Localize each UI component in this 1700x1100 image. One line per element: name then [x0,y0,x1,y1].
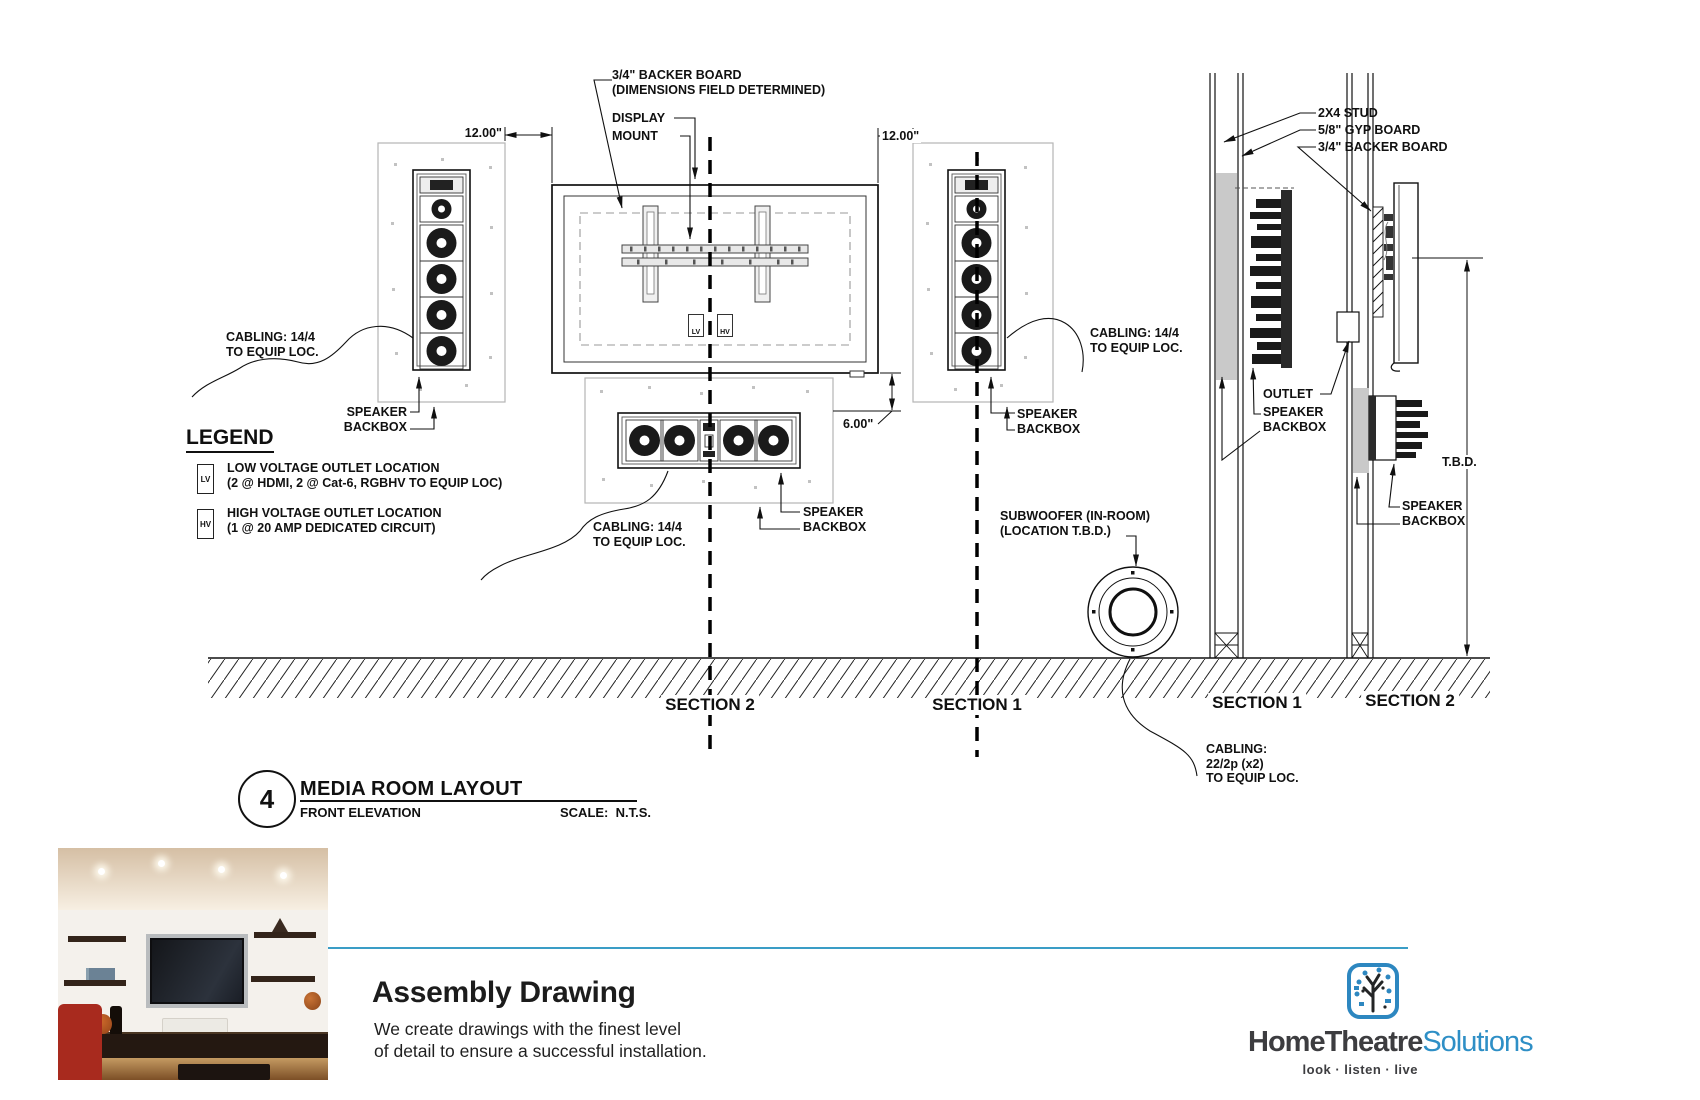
speaker-label: SPEAKER [803,505,864,519]
photo-ceiling-light [158,860,165,867]
cabling-right-line1: CABLING: 14/4 [1090,326,1179,340]
lv-symbol: LV [197,464,214,494]
title-underline [300,800,637,802]
speaker-label: SPEAKER [346,405,407,419]
cabling-sub-line1: CABLING: [1206,742,1268,756]
detail-number-bubble: 4 [238,770,296,828]
section-label-3: SECTION 1 [1208,693,1306,713]
cabling-center-line1: CABLING: 14/4 [593,520,682,534]
backbox-label: BACKBOX [1263,419,1327,434]
display-front [552,185,878,377]
photo-bottle [110,1006,122,1034]
cabling-left-line1: CABLING: 14/4 [226,330,315,344]
backbox-label: BACKBOX [803,519,867,534]
dim-6in: 6.00" [843,417,874,431]
left-speaker-backbox [413,170,470,370]
media-room-photo [58,848,328,1080]
mount-label: MOUNT [612,129,658,143]
photo-coffee-table [178,1064,270,1080]
section2-wall [1347,73,1383,658]
photo-shelf [254,932,316,938]
cabling-note-subwoofer [1206,742,1299,786]
drawing-scale: SCALE: N.T.S. [560,805,652,820]
backer-board-note-line2: (DIMENSIONS FIELD DETERMINED) [612,82,826,97]
section1-speaker-side [1235,188,1294,368]
gyp-board-note: 5/8" GYP BOARD [1318,123,1421,137]
photo-ceiling-light [280,872,287,879]
section2-speaker-side [1353,388,1428,473]
backer-board-note [612,68,825,97]
ground-hatch [208,658,1490,698]
subwoofer-note-line2: (LOCATION T.B.D.) [1000,523,1111,538]
photo-books [86,968,115,980]
lv-outlet-marker: LV [688,314,704,337]
legend-hv-detail: (1 @ 20 AMP DEDICATED CIRCUIT) [227,520,436,535]
legend-heading: LEGEND [186,426,274,453]
legend-lv-detail: (2 @ HDMI, 2 @ Cat-6, RGBHV TO EQUIP LOC) [227,475,503,490]
cabling-left-line2: TO EQUIP LOC. [226,344,319,359]
photo-ceiling-light [98,868,105,875]
footer-divider [328,947,1408,949]
backbox-label: BACKBOX [343,419,407,434]
photo-tv [146,934,248,1008]
brand-tagline: look · listen · live [1302,1062,1418,1077]
speaker-backbox-label-section1 [1263,405,1326,434]
subwoofer-note [1000,509,1150,538]
section-label-2: SECTION 1 [928,695,1026,715]
photo-decor [272,918,288,932]
subwoofer [1088,567,1178,657]
photo-ceiling-light [218,866,225,873]
subwoofer-note-line1: SUBWOOFER (IN-ROOM) [1000,509,1150,523]
dim-12in-left: 12.00" [464,126,502,140]
cabling-note-center [593,520,686,549]
cabling-note-right [1090,326,1183,355]
photo-tv-screen [152,940,242,1002]
drawing-subtitle: FRONT ELEVATION [300,805,421,820]
brand-wordmark [1248,1026,1533,1059]
photo-shelf [68,936,126,942]
cabling-sub-line3: TO EQUIP LOC. [1206,771,1299,785]
backer-board-note-line1: 3/4" BACKER BOARD [612,68,742,82]
stud-note: 2X4 STUD [1318,106,1378,120]
legend-hv [227,506,442,535]
cabling-note-left [226,330,319,359]
photo-vase [304,992,321,1010]
drawing-title: MEDIA ROOM LAYOUT [300,778,523,800]
speaker-label: SPEAKER [1017,407,1078,421]
speaker-backbox-label-right [1017,407,1080,436]
dim-tbd: T.B.D. [1442,455,1477,469]
brand-name-dark: HomeTheatre [1248,1026,1423,1058]
brand-name-accent: Solutions [1422,1026,1533,1058]
dim-12in-right: 12.00" [882,129,920,143]
footer-heading: Assembly Drawing [372,976,636,1009]
display-label: DISPLAY [612,111,666,125]
footer-body-line2: of detail to ensure a successful installation. [374,1041,707,1061]
legend-lv [227,461,502,490]
cabling-right-line2: TO EQUIP LOC. [1090,340,1183,355]
photo-ceiling [58,848,328,910]
section-label-4: SECTION 2 [1361,691,1459,711]
section-label-1: SECTION 2 [661,695,759,715]
backbox-label: BACKBOX [1402,513,1466,528]
legend-lv-title: LOW VOLTAGE OUTLET LOCATION [227,461,440,475]
photo-red-chair [58,1004,102,1080]
backbox-label: BACKBOX [1017,421,1081,436]
photo-shelf [251,976,315,982]
backer-board-note-2: 3/4" BACKER BOARD [1318,140,1448,154]
hv-outlet-marker: HV [717,314,733,337]
speaker-label: SPEAKER [1263,405,1324,419]
speaker-backbox-label-section2 [1402,499,1465,528]
cabling-sub-line2: 22/2p (x2) [1206,756,1264,771]
footer-body [374,1018,707,1062]
speaker-backbox-label-center [803,505,866,534]
outlet-label: OUTLET [1263,387,1313,401]
legend-hv-title: HIGH VOLTAGE OUTLET LOCATION [227,506,442,520]
section1-wall [1210,73,1243,658]
speaker-label: SPEAKER [1402,499,1463,513]
cabling-center-line2: TO EQUIP LOC. [593,534,686,549]
footer-body-line1: We create drawings with the finest level [374,1019,682,1039]
hv-symbol: HV [197,509,214,539]
photo-shelf [64,980,126,986]
speaker-backbox-label-left [337,405,407,434]
